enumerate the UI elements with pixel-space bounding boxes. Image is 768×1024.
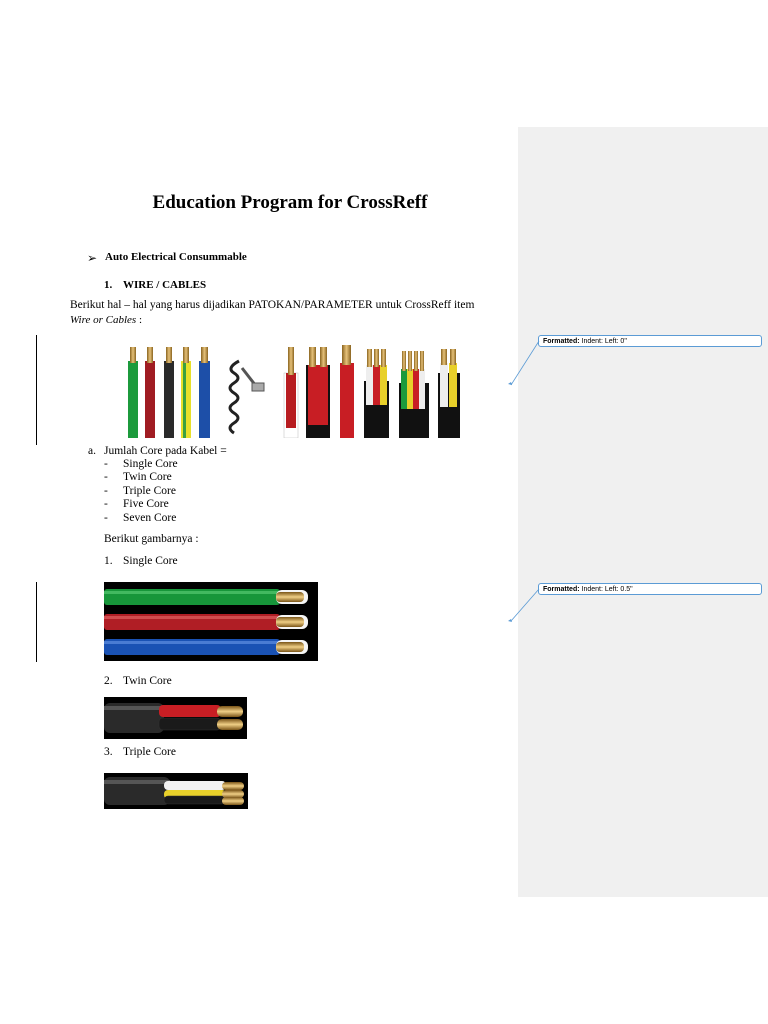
section-heading: Auto Electrical Consummable <box>105 251 247 263</box>
triple-core-image <box>104 773 248 809</box>
comment-label: Formatted: <box>543 586 580 593</box>
intro-text-line2 <box>70 314 142 326</box>
core-type-item: Single Core <box>123 458 178 470</box>
comment-balloon[interactable] <box>538 335 762 347</box>
comment-balloon[interactable] <box>538 583 762 595</box>
core-type-item: Twin Core <box>123 471 172 483</box>
sub-item-label: Triple Core <box>123 746 176 758</box>
core-type-item: Five Core <box>123 498 169 510</box>
list-item-heading: Jumlah Core pada Kabel = <box>104 445 227 457</box>
multi-core-cables <box>284 345 460 438</box>
comment-text: Indent: Left: 0.5" <box>579 586 633 593</box>
coiled-cable <box>230 361 264 433</box>
single-core-image <box>104 582 318 661</box>
dash-bullet: - <box>104 485 108 497</box>
sub-item-number: 1. <box>104 555 113 567</box>
sub-item-number: 2. <box>104 675 113 687</box>
sub-item-label: Twin Core <box>123 675 172 687</box>
core-type-item: Triple Core <box>123 485 176 497</box>
pictures-intro: Berikut gambarnya : <box>104 533 199 545</box>
dash-bullet: - <box>104 458 108 470</box>
single-core-wires <box>128 347 210 438</box>
change-bar <box>36 582 37 662</box>
list-marker: a. <box>88 445 96 457</box>
core-type-item: Seven Core <box>123 512 177 524</box>
intro-italic: Wire or Cables <box>70 314 137 326</box>
intro-colon: : <box>136 314 143 326</box>
dash-bullet: - <box>104 498 108 510</box>
sub-item-number: 3. <box>104 746 113 758</box>
twin-core-image <box>104 697 247 739</box>
change-bar <box>36 335 37 445</box>
dash-bullet: - <box>104 471 108 483</box>
numbered-heading: WIRE / CABLES <box>123 279 207 291</box>
cable-types-image <box>124 343 464 438</box>
dash-bullet: - <box>104 512 108 524</box>
sub-item-label: Single Core <box>123 555 178 567</box>
comment-label: Formatted: <box>543 338 580 345</box>
numbered-heading-number: 1. <box>104 279 113 291</box>
comment-pane <box>518 127 768 897</box>
comment-connector-lines <box>505 340 545 630</box>
arrow-bullet-icon: ➢ <box>87 251 98 265</box>
comment-text: Indent: Left: 0" <box>579 338 627 345</box>
page-title: Education Program for CrossReff <box>152 192 428 213</box>
intro-text: Berikut hal – hal yang harus dijadikan PATOKAN/PARAMETER untuk CrossReff item <box>70 299 475 311</box>
